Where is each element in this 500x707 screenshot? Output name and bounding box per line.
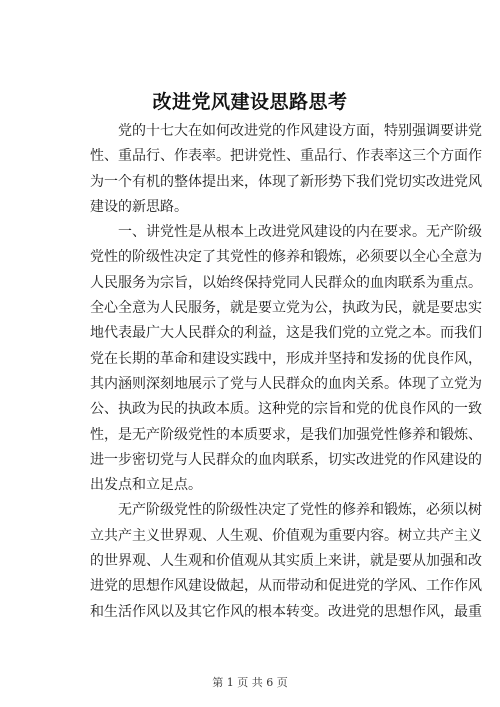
text-line: 出发点和立足点。 xyxy=(90,477,202,494)
page-number-footer: 第 1 页 共 6 页 xyxy=(212,676,288,689)
text-line: 和生活作风以及其它作风的根本转变。改进党的思想作风，最重 xyxy=(90,603,482,620)
text-line: 党性的阶级性决定了其党性的修养和锻炼，必须要以全心全意为 xyxy=(90,249,482,266)
text-line: 进党的思想作风建设做起，从而带动和促进党的学风、工作作风 xyxy=(90,578,482,595)
paragraph-1 xyxy=(90,119,482,220)
text-line: 性、重品行、作表率。把讲党性、重品行、作表率这三个方面作 xyxy=(90,148,482,165)
text-line: 地代表最广大人民群众的利益，这是我们党的立党之本。而我们 xyxy=(90,325,482,342)
text-line: 的世界观、人生观和价值观从其实质上来讲，就是要从加强和改 xyxy=(90,553,482,570)
text-line: 党在长期的革命和建设实践中，形成并坚持和发扬的优良作风， xyxy=(90,350,482,367)
text-line: 为一个有机的整体提出来，体现了新形势下我们党切实改进党风 xyxy=(90,173,482,190)
text-line: 性，是无产阶级党性的本质要求，是我们加强党性修养和锻炼、 xyxy=(90,426,482,443)
text-line: 全心全意为人民服务，就是要立党为公，执政为民，就是要忠实 xyxy=(90,300,482,317)
text-line: 进一步密切党与人民群众的血肉联系，切实改进党的作风建设的 xyxy=(90,451,482,468)
text-line: 立共产主义世界观、人生观、价值观为重要内容。树立共产主义 xyxy=(90,527,482,544)
text-line: 无产阶级党性的阶级性决定了党性的修养和锻炼，必须以树 xyxy=(118,502,482,519)
text-line: 其内涵则深刻地展示了党与人民群众的血肉关系。体现了立党为 xyxy=(90,375,482,392)
text-line: 人民服务为宗旨，以始终保持党同人民群众的血肉联系为重点。 xyxy=(90,274,482,291)
paragraph-2 xyxy=(90,220,482,498)
text-line: 党的十七大在如何改进党的作风建设方面，特别强调要讲党 xyxy=(118,123,482,139)
text-line: 公、执政为民的执政本质。这种党的宗旨和党的优良作风的一致 xyxy=(90,401,482,418)
document-title: 改进党风建设思路思考 xyxy=(152,91,348,113)
document-body xyxy=(90,119,482,625)
text-line: 建设的新思路。 xyxy=(90,198,188,215)
paragraph-3 xyxy=(90,498,482,624)
text-line: 一、讲党性是从根本上改进党风建设的内在要求。无产阶级 xyxy=(118,224,482,241)
